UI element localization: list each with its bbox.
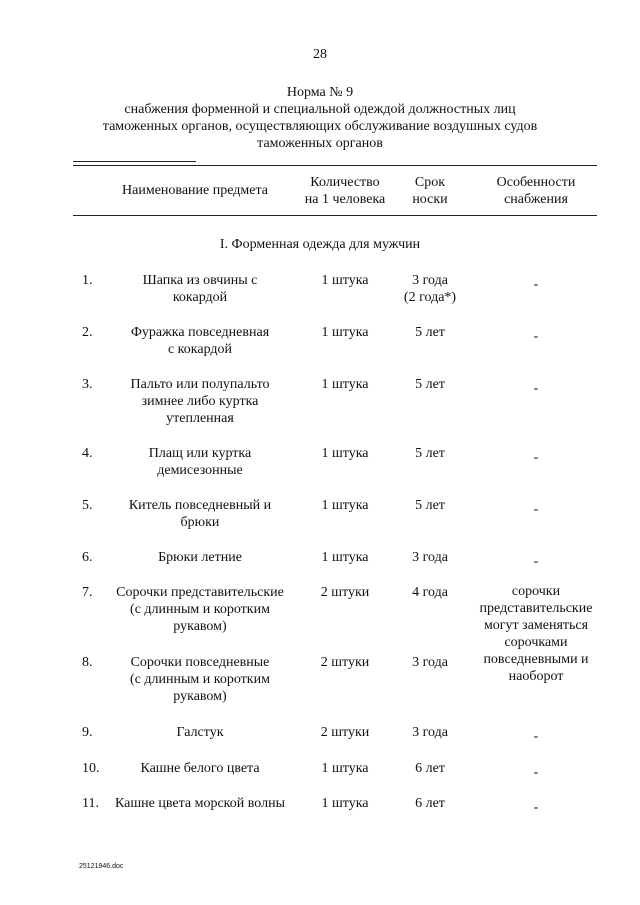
item-name <box>100 760 300 777</box>
item-note: - <box>533 277 539 292</box>
row-number: 6. <box>82 550 93 565</box>
header-notes-line: снабжения <box>504 192 568 207</box>
item-term <box>385 272 475 306</box>
item-name <box>100 549 300 566</box>
title-line: снабжения форменной и специальной одеждой должностных лиц <box>124 102 516 117</box>
item-quantity: 1 штука <box>321 550 369 565</box>
item-name-line: (с длинным и коротким <box>130 672 270 687</box>
title-line: таможенных органов, осуществляющих обслуживание воздушных судов <box>102 119 538 134</box>
item-name <box>100 445 300 479</box>
title-line: таможенных органов <box>257 136 383 151</box>
header-notes-line: Особенности <box>496 175 576 190</box>
item-name-line: кокардой <box>172 290 228 305</box>
item-name-line: Кашне цвета морской волны <box>115 796 285 811</box>
page-number: 28 <box>313 47 327 62</box>
shared-note-line: могут заменяться <box>483 618 589 633</box>
item-term-line: 5 лет <box>415 377 445 392</box>
row-number: 11. <box>82 796 99 811</box>
item-term-line: 5 лет <box>415 446 445 461</box>
header-notes <box>466 174 606 208</box>
row-number: 10. <box>82 761 100 776</box>
item-term-line: 4 года <box>412 585 448 600</box>
item-name-line: зимнее либо куртка <box>141 394 259 409</box>
item-quantity: 1 штука <box>321 273 369 288</box>
item-note: - <box>533 729 539 744</box>
item-quantity: 1 штука <box>321 796 369 811</box>
title-line: Норма № 9 <box>286 85 354 100</box>
item-quantity: 2 штуки <box>320 725 370 740</box>
item-name-line: утепленная <box>166 411 234 426</box>
shared-note <box>466 583 606 685</box>
item-name-line: рукавом) <box>173 689 227 704</box>
item-term-line: (2 года*) <box>403 290 457 305</box>
item-term-line: 3 года <box>412 655 448 670</box>
item-name <box>100 272 300 306</box>
row-number: 7. <box>82 585 93 600</box>
item-term <box>385 324 475 341</box>
item-name-line: Брюки летние <box>158 550 242 565</box>
row-number: 3. <box>82 377 93 392</box>
item-quantity: 1 штука <box>321 446 369 461</box>
item-name-line: Пальто или полупальто <box>130 377 270 392</box>
item-term <box>385 376 475 393</box>
item-note: - <box>533 800 539 815</box>
item-name-line: Фуражка повседневная <box>130 325 270 340</box>
row-number: 8. <box>82 655 93 670</box>
item-term <box>385 795 475 812</box>
section-heading: I. Форменная одежда для мужчин <box>219 237 421 252</box>
header-term <box>385 174 475 208</box>
item-name-line: Галстук <box>176 725 224 740</box>
item-term <box>385 549 475 566</box>
item-term-line: 6 лет <box>415 761 445 776</box>
item-term <box>385 497 475 514</box>
item-name <box>100 324 300 358</box>
item-note: - <box>533 765 539 780</box>
item-name-line: брюки <box>180 515 220 530</box>
item-term <box>385 584 475 601</box>
item-name <box>100 654 300 705</box>
row-number: 4. <box>82 446 93 461</box>
item-term <box>385 654 475 671</box>
item-term <box>385 445 475 462</box>
item-name-line: с кокардой <box>167 342 233 357</box>
header-rule-top <box>73 165 597 166</box>
item-term-line: 3 года <box>412 273 448 288</box>
shared-note-line: сорочки <box>511 584 561 599</box>
item-name-line: Китель повседневный и <box>128 498 272 513</box>
item-name <box>100 497 300 531</box>
shared-note-line: сорочками <box>504 635 568 650</box>
row-number: 9. <box>82 725 93 740</box>
item-term <box>385 760 475 777</box>
header-term-line: Срок <box>414 175 446 190</box>
item-name <box>100 724 300 741</box>
item-term-line: 5 лет <box>415 498 445 513</box>
item-note: - <box>533 502 539 517</box>
item-term <box>385 724 475 741</box>
item-note: - <box>533 554 539 569</box>
file-name: 25121946.doc <box>79 863 124 870</box>
row-number: 5. <box>82 498 93 513</box>
item-quantity: 1 штука <box>321 761 369 776</box>
shared-note-line: наоборот <box>508 669 564 684</box>
document-title <box>0 84 640 152</box>
item-note: - <box>533 329 539 344</box>
item-name-line: рукавом) <box>173 619 227 634</box>
item-name <box>100 584 300 635</box>
item-term-line: 5 лет <box>415 325 445 340</box>
item-name-line: Плащ или куртка <box>148 446 252 461</box>
row-number: 1. <box>82 273 93 288</box>
item-name <box>100 795 300 812</box>
item-name-line: (с длинным и коротким <box>130 602 270 617</box>
item-note: - <box>533 381 539 396</box>
header-quantity-line: Количество <box>310 175 380 190</box>
item-quantity: 1 штука <box>321 498 369 513</box>
item-note: - <box>533 450 539 465</box>
item-name-line: Шапка из овчины с <box>142 273 258 288</box>
item-name <box>100 376 300 427</box>
header-item: Наименование предмета <box>122 183 268 198</box>
header-quantity <box>290 174 400 208</box>
item-name-line: Кашне белого цвета <box>140 761 260 776</box>
header-rule-top-short <box>73 161 196 162</box>
item-quantity: 1 штука <box>321 377 369 392</box>
item-quantity: 2 штуки <box>320 585 370 600</box>
item-quantity: 1 штука <box>321 325 369 340</box>
header-rule-bottom <box>73 215 597 216</box>
header-quantity-line: на 1 человека <box>304 192 386 207</box>
item-name-line: Сорочки повседневные <box>130 655 270 670</box>
item-term-line: 3 года <box>412 550 448 565</box>
shared-note-line: повседневными и <box>483 652 589 667</box>
shared-note-line: представительские <box>479 601 593 616</box>
item-term-line: 6 лет <box>415 796 445 811</box>
item-quantity: 2 штуки <box>320 655 370 670</box>
item-name-line: демисезонные <box>157 463 243 478</box>
header-term-line: носки <box>412 192 448 207</box>
item-name-line: Сорочки представительские <box>116 585 284 600</box>
row-number: 2. <box>82 325 93 340</box>
item-term-line: 3 года <box>412 725 448 740</box>
